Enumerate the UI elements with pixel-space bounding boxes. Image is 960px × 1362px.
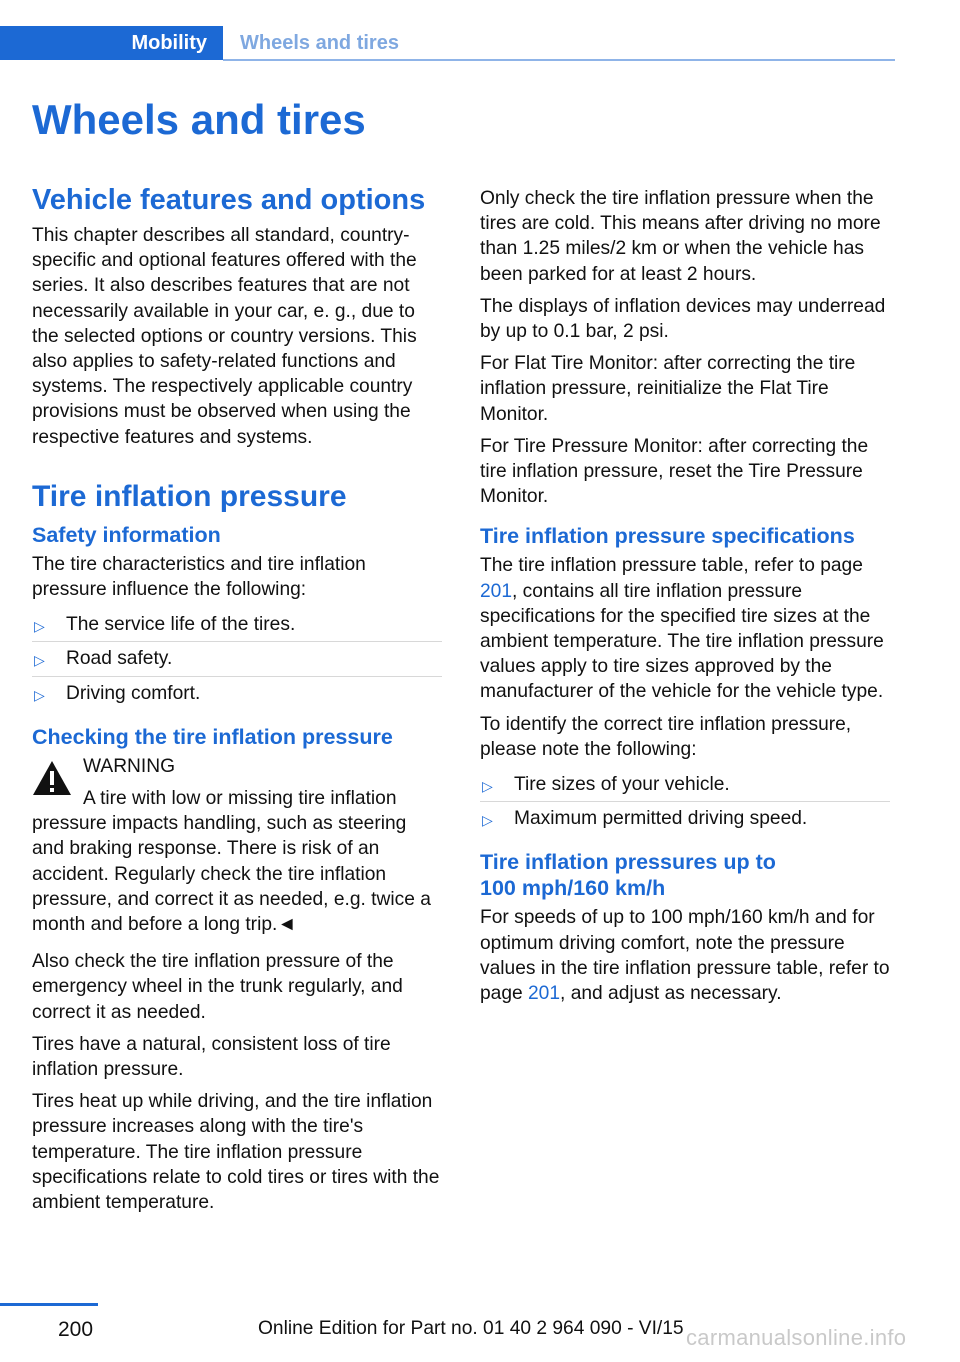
warning-text: A tire with low or missing tire inflation pressure impacts handling, such as steering and braking response. There is risk of an accident. Regularly check the tire inflation pressure, and correct it as needed, e.g. twice a month and before a long trip.◄ <box>32 788 431 936</box>
upto-paragraph: For speeds of up to 100 mph/160 km/h and for optimum driving comfort, note the pressure values in the tire inflation pressure table, refer to page 201, and adjust as necessary. <box>480 907 890 1005</box>
displays-paragraph: The displays of inflation devices may underread by up to 0.1 bar, 2 psi. <box>480 295 886 343</box>
bullet-triangle-icon: ▷ <box>34 652 45 669</box>
left-column <box>32 183 442 1222</box>
list-item: ▷ The service life of the tires. <box>32 609 442 642</box>
emergency-paragraph: Also check the tire inflation pressure of the emergency wheel in the trunk regularly, and correct it as needed. <box>32 951 403 1023</box>
header-chapter-tab[interactable]: Wheels and tires <box>240 32 399 54</box>
heading-safety-information: Safety information <box>32 522 221 547</box>
tpm-paragraph: For Tire Pressure Monitor: after correcting the tire inflation pressure, reset the Tire Pressure Monitor. <box>480 435 869 508</box>
running-header <box>0 26 895 62</box>
safety-list <box>32 609 442 710</box>
heading-pressures-up-to: Tire inflation pressures up to 100 mph/160 km/h <box>480 850 776 901</box>
safety-paragraph: The tire characteristics and tire inflation pressure influence the following: <box>32 553 366 601</box>
specs-paragraph: The tire inflation pressure table, refer to page 201, contains all tire inflation pressure specifications for the specified tire sizes at the ambient temperature. The tire inflation pressure values apply to tire sizes approved by the manufacturer of the vehicle for the vehicle type. <box>480 555 884 703</box>
features-paragraph: This chapter describes all standard, country-specific and optional features offered with the series. It also describes features that are not necessarily available in your car, e. g., due to the selected options or country versions. This also applies to safety-related functions and systems. The respectively applicable country provisions must be observed when using the respective features and systems. <box>32 225 417 448</box>
warning-box <box>32 754 442 937</box>
loss-paragraph: Tires have a natural, consistent loss of tire inflation pressure. <box>32 1033 391 1081</box>
warning-triangle-icon <box>32 760 72 796</box>
identify-paragraph: To identify the correct tire inflation pressure, please note the following: <box>480 713 852 760</box>
list-item: ▷ Tire sizes of your vehicle. <box>480 769 890 802</box>
page-link-201[interactable]: 201 <box>480 580 513 602</box>
identify-list <box>480 769 890 835</box>
list-item: ▷ Driving comfort. <box>32 678 442 710</box>
edition-text: Online Edition for Part no. 01 40 2 964 090 - VI/15 <box>258 1318 684 1339</box>
watermark: carmanualsonline.info <box>686 1325 907 1350</box>
flat-tire-paragraph: For Flat Tire Monitor: after correcting the tire inflation pressure, reinitialize the Flat Tire Monitor. <box>480 353 856 425</box>
chapter-title: Wheels and tires <box>32 96 366 143</box>
header-section-tab[interactable]: Mobility <box>0 26 223 60</box>
header-rule <box>223 59 895 61</box>
heading-tire-inflation-pressure: Tire inflation pressure <box>32 479 347 513</box>
page-link-201[interactable]: 201 <box>528 983 561 1005</box>
heading-pressure-specifications: Tire inflation pressure specifications <box>480 524 855 549</box>
list-item: ▷ Maximum permitted driving speed. <box>480 803 890 835</box>
footer-rule <box>0 1303 98 1306</box>
bullet-triangle-icon: ▷ <box>34 618 45 635</box>
bullet-triangle-icon: ▷ <box>482 812 493 829</box>
heading-checking-pressure: Checking the tire inflation pressure <box>32 724 393 749</box>
heading-vehicle-features: Vehicle features and options <box>32 184 426 216</box>
heat-paragraph: Tires heat up while driving, and the tire inflation pressure increases along with the tire's temperature. The tire inflation pressure specifications relate to cold tires or tires with the ambient temperature. <box>32 1091 440 1214</box>
list-item: ▷ Road safety. <box>32 643 442 676</box>
bullet-triangle-icon: ▷ <box>482 778 493 795</box>
warning-label: WARNING <box>83 755 176 777</box>
page-number: 200 <box>58 1318 94 1341</box>
cold-paragraph: Only check the tire inflation pressure when the tires are cold. This means after driving no more than 1.25 miles/2 km or when the vehicle has been parked for at least 2 hours. <box>480 188 881 285</box>
right-column <box>480 186 890 1013</box>
bullet-triangle-icon: ▷ <box>34 686 45 703</box>
